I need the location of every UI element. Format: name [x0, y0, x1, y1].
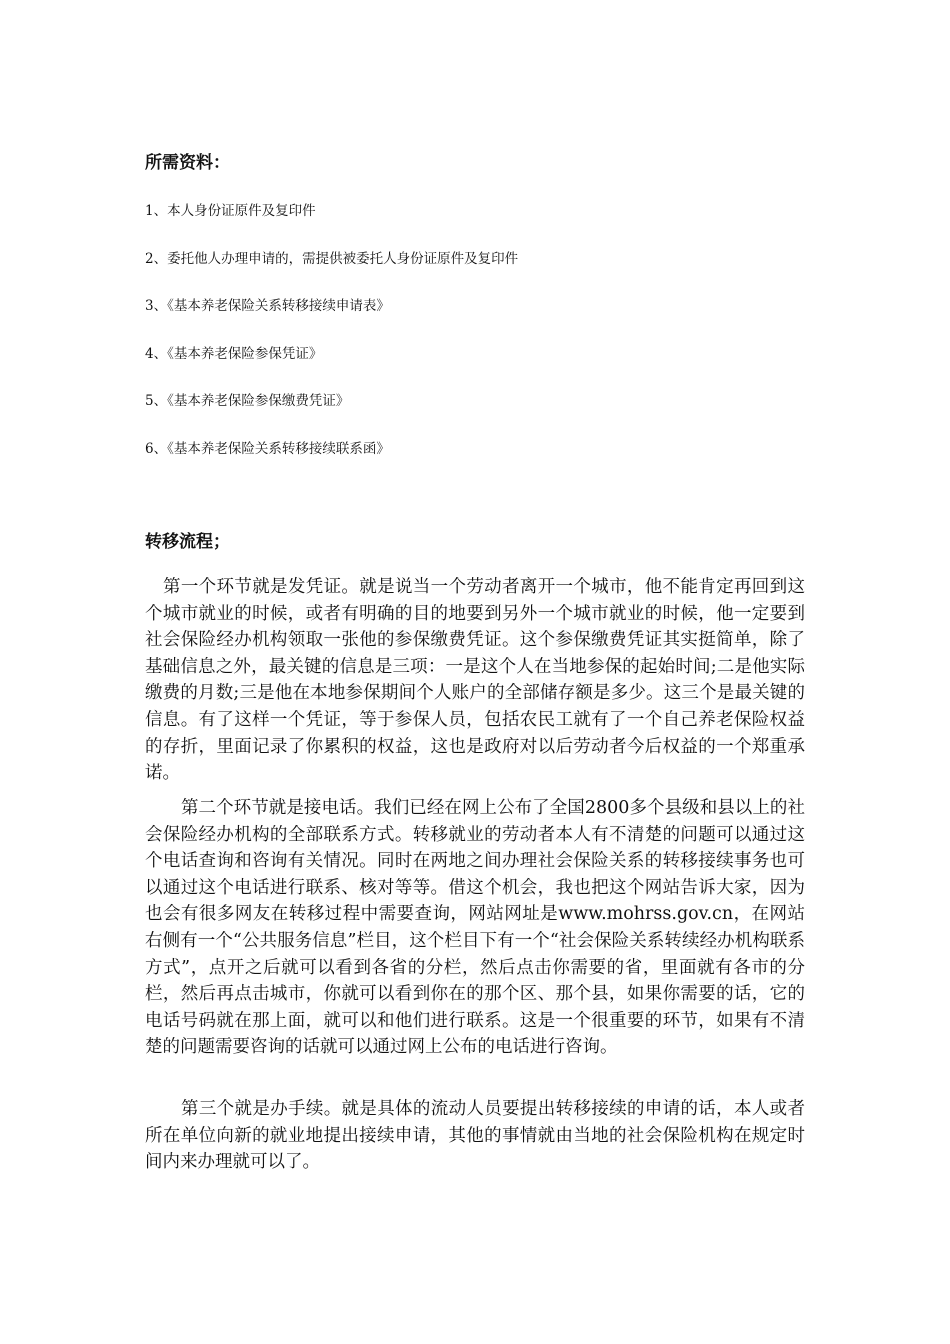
process-paragraph-3: 第三个就是办手续。就是具体的流动人员要提出转移接续的申请的话，本人或者所在单位向新的就业地提出接续申请，其他的事情就由当地的社会保险机构在规定时间内来办理就可以了。 [145, 1099, 805, 1173]
list-item: 1、本人身份证原件及复印件 [145, 203, 316, 219]
materials-list [145, 200, 518, 485]
list-item: 5、《基本养老保险参保缴费凭证》 [145, 393, 350, 409]
materials-heading: 所需资料： [145, 153, 230, 173]
list-item: 4、《基本养老保险参保凭证》 [145, 345, 323, 362]
process-paragraph-2: 第二个环节就是接电话。我们已经在网上公布了全国2800多个县级和县以上的社会保险经办机构的全部联系方式。转移就业的劳动者本人有不清楚的问题可以通过这个电话查询和咨询有关情况。同时在两地之间办理社会保险关系的转移接续事务也可以通过这个电话进行联系、核对等等。借这个机会，我也把这个网站告诉大家，因为也会有很多网友在转移过程中需要查询，网站网址是www.mohrss.gov.cn，在网站右侧有一个“公共服务信息”栏目，这个栏目下有一个“社会保险关系转续经办机构联系方式”，点开之后就可以看到各省的分栏，然后点击你需要的省，里面就有各市的分栏，然后再点击城市，你就可以看到你在的那个区、那个县，如果你需要的话，它的电话号码就在那上面，就可以和他们进行联系。这是一个很重要的环节，如果有不清楚的问题需要咨询的话就可以通过网上公布的电话进行咨询。 [145, 798, 805, 1058]
process-paragraph-1: 第一个环节就是发凭证。就是说当一个劳动者离开一个城市，他不能肯定再回到这个城市就业的时候，或者有明确的目的地要到另外一个城市就业的时候，他一定要到社会保险经办机构领取一张他的参保缴费凭证。这个参保缴费凭证其实挺简单，除了基础信息之外，最关键的信息是三项：一是这个人在当地参保的起始时间;二是他实际缴费的月数;三是他在本地参保期间个人账户的全部储存额是多少。这三个是最关键的信息。有了这样一个凭证，等于参保人员，包括农民工就有了一个自己养老保险权益的存折，里面记录了你累积的权益，这也是政府对以后劳动者今后权益的一个郑重承诺。 [145, 577, 805, 784]
list-item: 6、《基本养老保险关系转移接续联系函》 [145, 440, 390, 457]
list-item: 3、《基本养老保险关系转移接续申请表》 [145, 298, 390, 314]
list-item: 2、委托他人办理申请的，需提供被委托人身份证原件及复印件 [145, 250, 519, 267]
process-heading: 转移流程； [145, 532, 230, 552]
